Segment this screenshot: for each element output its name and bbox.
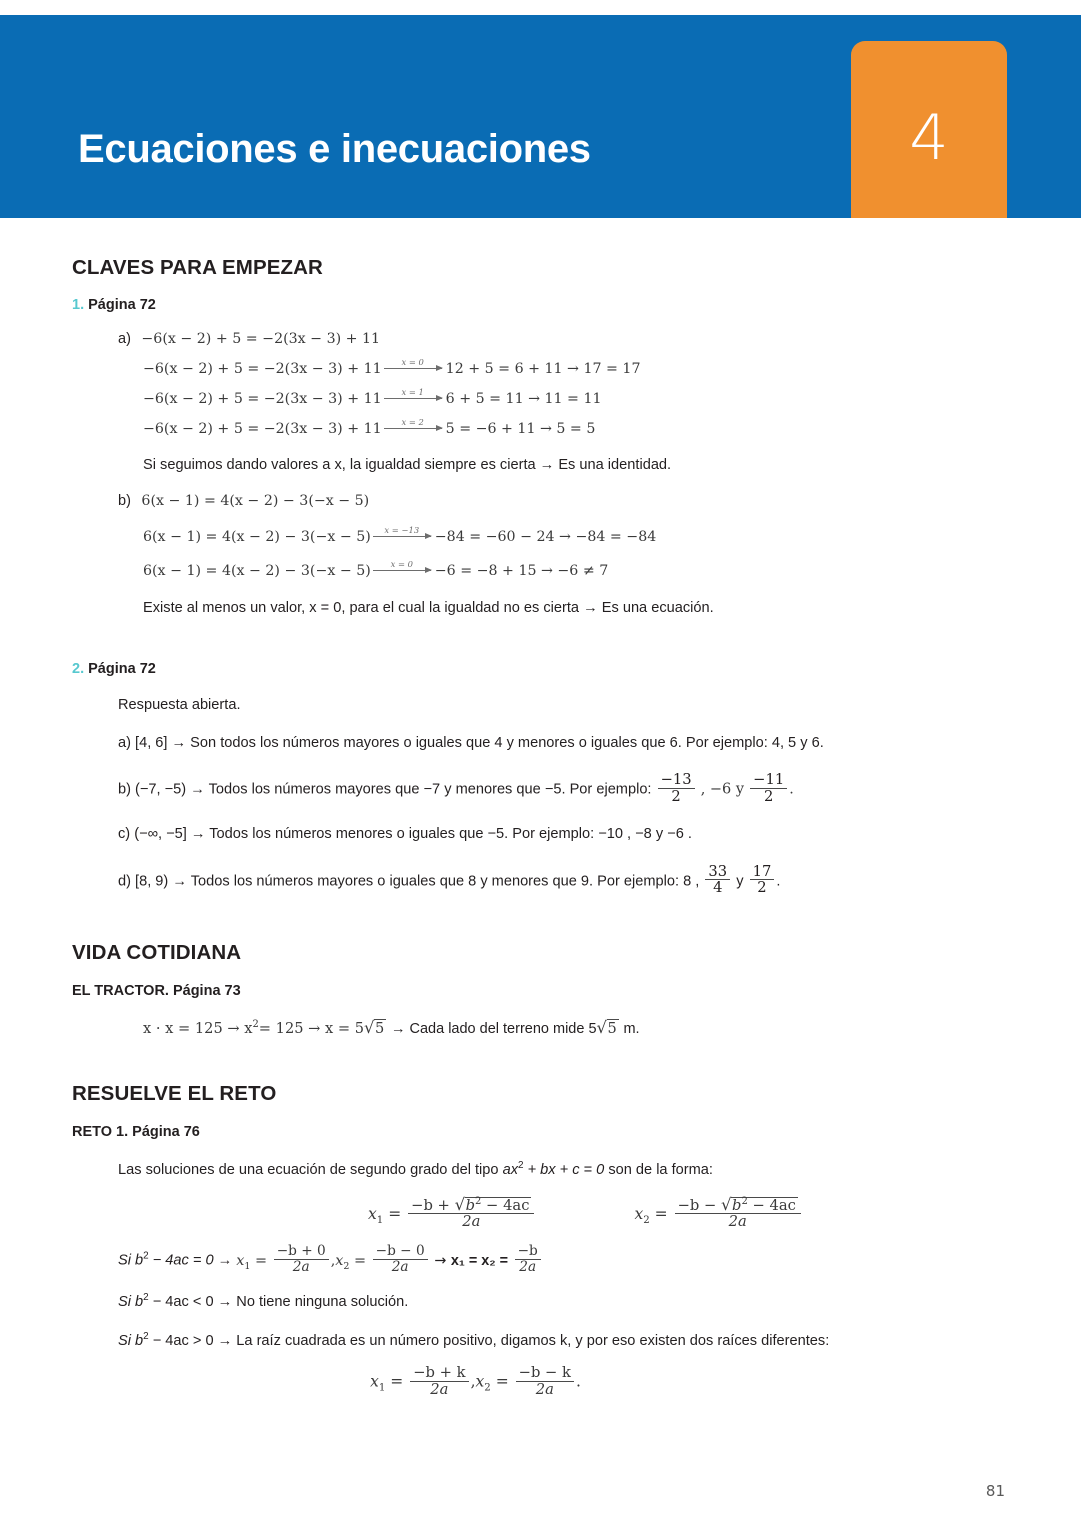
fraction-numerator: 17: [752, 862, 772, 880]
fraction-denominator: 2a: [408, 1213, 534, 1230]
section-heading-vida: VIDA COTIDIANA: [72, 941, 242, 965]
radicand: [465, 1197, 532, 1214]
quadratic-formula-x1: $x_1$ = $\frac{-b + √ b^2 - 4ac}{2a}$: [368, 1198, 536, 1232]
exponent: 2: [252, 1019, 259, 1031]
eq-part-1: x · x = 125 → x: [143, 1020, 253, 1038]
exponent: 2: [518, 1160, 524, 1172]
arrow-label: x = 0: [390, 559, 413, 570]
exercise-2b-text: b) (−7, −5) → Todos los números mayores que −7 y menores que −5. Por ejemplo:: [118, 780, 652, 797]
exercise-2d-middle: y: [736, 872, 744, 889]
reto-intro-math-2: + bx + c = 0: [523, 1162, 605, 1179]
eq-part-4: m.: [623, 1021, 640, 1038]
step-right: −6 = −8 + 15 → −6 ≠ 7: [434, 563, 609, 580]
exponent: 2: [741, 1195, 748, 1207]
vida-subtitle: EL TRACTOR. Página 73: [72, 983, 241, 1000]
implication-arrow-icon: [384, 387, 442, 399]
step-left: −6(x − 2) + 5 = −2(3x − 3) + 11: [143, 361, 382, 377]
step-left: −6(x − 2) + 5 = −2(3x − 3) + 11: [143, 421, 382, 437]
implication-arrow-icon: [384, 417, 442, 429]
variable-x2: x: [475, 1372, 485, 1391]
exercise-1a-step-2: [143, 387, 1081, 407]
subscript: 1: [378, 1382, 386, 1394]
step-left: 6(x − 1) = 4(x − 2) − 3(−x − 5): [143, 563, 371, 580]
implies-arrow-icon: →: [434, 1252, 447, 1269]
fraction-case1-result: [515, 1244, 541, 1275]
step-left: −6(x − 2) + 5 = −2(3x − 3) + 11: [143, 391, 382, 407]
reto-intro-text-1: Las soluciones de una ecuación de segundo grado del tipo: [118, 1162, 503, 1179]
section-heading-reto: RESUELVE EL RETO: [72, 1082, 277, 1106]
exercise-1-page-ref: Página 72: [88, 297, 156, 313]
quadratic-formula-pair: [0, 1195, 1081, 1232]
exercise-2d-period: .: [776, 872, 781, 889]
fraction-numerator: −b + k: [413, 1364, 466, 1382]
exercise-1a-step-1: [143, 357, 1081, 377]
variable-x1: x: [370, 1372, 379, 1391]
exponent: 2: [475, 1195, 482, 1207]
reto-case-equal-zero: Si $b^2 - 4ac = 0 \to x_1$ = $\frac{-b + 0}{2a}$ $,x_2$ = $\frac{-b - 0}{2a}$ → x₁ = x₂ = $\frac{-b}{2a}$: [118, 1245, 1081, 1276]
exercise-1a-conclusion: Si seguimos dando valores a x, la igualdad siempre es cierta → Es una identidad.: [143, 457, 672, 473]
eq-part-3: → Cada lado del terreno mide 5: [390, 1021, 597, 1038]
square-root-icon: [597, 1019, 619, 1037]
fraction-denominator: 2: [750, 788, 787, 805]
separator-comma: ,: [470, 1372, 476, 1391]
exercise-2a: a) [4, 6] → Son todos los números mayores o iguales que 4 y menores o iguales que 6. Por ejemplo: 4, 5 y 6.: [118, 735, 824, 752]
exercise-2-number: 2.: [72, 661, 85, 678]
exercise-2d-text: d) [8, 9) → Todos los números mayores o iguales que 8 y menores que 9. Por ejemplo: 8 ,: [118, 872, 700, 889]
reto-final-roots: $x_1$ = $\frac{-b + k}{2a}$ $,x_2$ = $\frac{-b - k}{2a}$ .: [370, 1364, 581, 1399]
square-root-icon: [721, 1197, 798, 1214]
reto-intro-text-2: son de la forma:: [604, 1162, 713, 1179]
section-heading-claves: CLAVES PARA EMPEZAR: [72, 256, 323, 279]
exercise-2b: [118, 770, 1081, 806]
exercise-2b-period: .: [789, 780, 794, 797]
reto-intro-math-1: ax: [502, 1162, 519, 1179]
step-right: 6 + 5 = 11 → 11 = 11: [445, 391, 602, 407]
subscript: 1: [244, 1260, 251, 1272]
exercise-2-intro: Respuesta abierta.: [118, 697, 241, 714]
square-root-icon: [364, 1019, 386, 1037]
step-right: −84 = −60 − 24 → −84 = −84: [434, 529, 657, 546]
fraction-x2: [675, 1197, 801, 1231]
reto-subtitle: RETO 1. Página 76: [72, 1124, 200, 1141]
exercise-2-header: [72, 661, 1081, 677]
case1-prefix: Si b: [118, 1252, 144, 1269]
exercise-1b-step-2: [143, 559, 1081, 580]
radicand: 5: [375, 1020, 385, 1038]
fraction-17-over-2: [750, 864, 775, 897]
arrow-label: x = 0: [401, 357, 424, 367]
fraction-numerator: −b − 0: [375, 1243, 425, 1260]
exponent: 2: [143, 1331, 149, 1343]
fraction-numerator: −b + 0: [276, 1243, 326, 1260]
step-right: 5 = −6 + 11 → 5 = 5: [445, 421, 596, 437]
arrow-label: x = 1: [401, 387, 424, 397]
exercise-1a-equation: −6(x − 2) + 5 = −2(3x − 3) + 11: [141, 331, 381, 347]
exponent: 2: [143, 1250, 149, 1262]
step-right: 12 + 5 = 6 + 11 → 17 = 17: [445, 361, 641, 377]
page-number: 81: [985, 1482, 1005, 1500]
fraction-33-over-4: [705, 864, 730, 897]
quadratic-formula-x2: $x_2$ = $\frac{-b - √ b^2 - 4ac}{2a}$: [634, 1198, 802, 1232]
variable-x2: x: [634, 1204, 644, 1223]
fraction-denominator: 2a: [675, 1213, 801, 1230]
radicand-rest: − 4ac: [747, 1196, 796, 1214]
exercise-1b-step-1: [143, 525, 1081, 546]
exercise-2d: [118, 862, 1081, 898]
radicand-rest: − 4ac: [481, 1196, 530, 1214]
fraction-denominator: 2a: [516, 1381, 574, 1398]
exponent: 2: [143, 1291, 149, 1303]
fraction-numerator: −b − k: [518, 1364, 571, 1382]
exercise-1b-row: [118, 493, 1081, 509]
fraction-denominator: 2a: [515, 1259, 541, 1275]
square-root-icon: [455, 1197, 532, 1214]
exercise-2c: c) (−∞, −5] → Todos los números menores o iguales que −5. Por ejemplo: −10 , −8 y −6 .: [118, 826, 692, 843]
implication-arrow-icon: [373, 525, 431, 537]
implication-arrow-icon: [384, 357, 442, 369]
fraction-numerator: −b: [517, 1243, 538, 1260]
vida-equation: [143, 1019, 1081, 1037]
reto-case-less-zero: [118, 1292, 1081, 1313]
fraction-denominator: 2: [658, 788, 695, 805]
fraction-case1-x1: [274, 1244, 329, 1275]
subscript: 2: [343, 1260, 350, 1272]
variable-x1: x: [236, 1252, 245, 1269]
fraction-x1: [408, 1197, 534, 1231]
exercise-1a-label: a): [118, 331, 131, 347]
exercise-2b-middle: , −6 y: [700, 780, 745, 797]
final-period: .: [575, 1372, 581, 1391]
page-body: [0, 218, 1081, 1399]
fraction-denominator: 2a: [274, 1259, 329, 1275]
separator-comma: ,: [330, 1252, 336, 1269]
subscript: 2: [643, 1214, 650, 1226]
exercise-1b-label: b): [118, 493, 131, 510]
fraction-final-x2: [516, 1365, 574, 1398]
numerator-prefix: −b +: [411, 1196, 455, 1214]
case2-prefix: Si b: [118, 1293, 144, 1310]
fraction-denominator: 2a: [373, 1259, 428, 1275]
case1-rest: − 4ac = 0 →: [148, 1252, 233, 1269]
radicand: 5: [607, 1020, 617, 1038]
fraction-minus11-over-2: [750, 772, 787, 805]
subscript: 2: [484, 1382, 491, 1394]
reto-case-greater-zero: [118, 1331, 1081, 1352]
fraction-final-x1: [410, 1365, 468, 1398]
variable-x2: x: [335, 1252, 344, 1269]
exercise-1a-row: [118, 331, 1081, 347]
fraction-case1-x2: [373, 1244, 428, 1275]
radicand: [731, 1197, 798, 1214]
subscript: 1: [376, 1214, 384, 1226]
chapter-header-banner: [0, 15, 1081, 218]
reto-intro: [118, 1160, 1081, 1181]
fraction-denominator: 4: [705, 879, 730, 896]
radicand-base: b: [465, 1196, 475, 1214]
implication-arrow-icon: [373, 559, 431, 571]
chapter-number-label: 4: [909, 101, 949, 174]
page-title: Ecuaciones e inecuaciones: [78, 127, 591, 171]
fraction-numerator: −13: [660, 770, 692, 788]
exercise-2-page-ref: Página 72: [88, 661, 156, 678]
case3-rest: − 4ac > 0 → La raíz cuadrada es un número positivo, digamos k, y por eso existen dos raíces diferentes:: [148, 1333, 830, 1349]
exercise-1-header: [72, 297, 1081, 313]
chapter-number-badge: [851, 41, 1007, 218]
fraction-numerator: −11: [753, 770, 785, 788]
numerator-prefix: −b −: [677, 1196, 722, 1214]
case3-prefix: Si b: [118, 1333, 144, 1349]
eq-part-2: = 125 → x = 5: [258, 1020, 365, 1038]
variable-x1: x: [368, 1204, 377, 1223]
exercise-1b-equation: 6(x − 1) = 4(x − 2) − 3(−x − 5): [141, 493, 370, 510]
exercise-1-number: 1.: [72, 297, 85, 313]
fraction-numerator: 33: [708, 862, 728, 880]
case1-tail: x₁ = x₂ =: [450, 1252, 509, 1269]
fraction-denominator: 2: [750, 879, 775, 896]
exercise-1b-conclusion: Existe al menos un valor, x = 0, para el cual la igualdad no es cierta → Es una ecuación.: [143, 600, 714, 617]
fraction-denominator: 2a: [410, 1381, 468, 1398]
case2-rest: − 4ac < 0 → No tiene ninguna solución.: [148, 1293, 409, 1310]
arrow-label: x = −13: [384, 525, 420, 536]
fraction-numerator: [408, 1197, 534, 1214]
exercise-1a-step-3: [143, 417, 1081, 437]
step-left: 6(x − 1) = 4(x − 2) − 3(−x − 5): [143, 529, 371, 546]
fraction-numerator: [675, 1197, 801, 1214]
fraction-minus13-over-2: [658, 772, 695, 805]
radicand-base: b: [732, 1196, 742, 1214]
arrow-label: x = 2: [401, 417, 424, 427]
